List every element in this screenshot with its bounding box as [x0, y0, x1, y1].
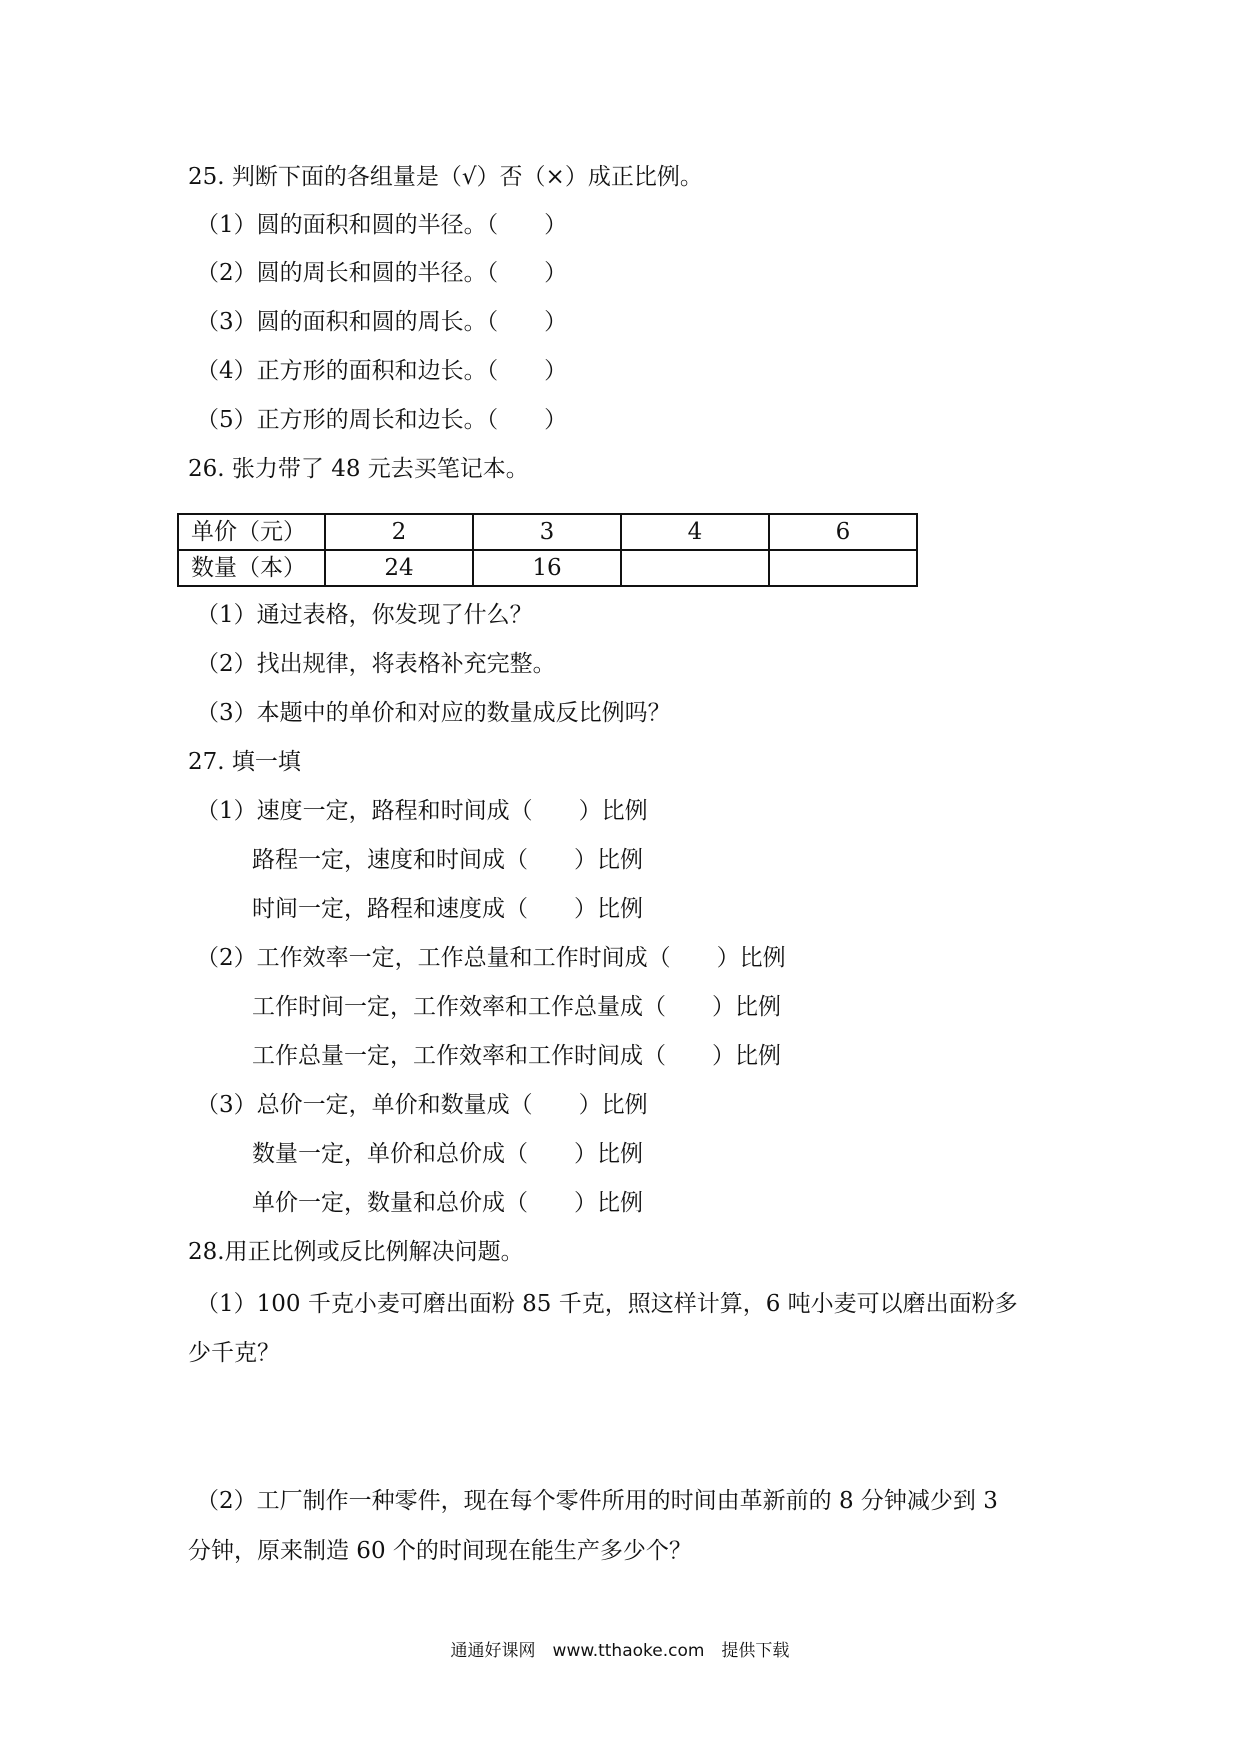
table-cell: 单价（元） [178, 514, 325, 550]
table-cell: 数量（本） [178, 550, 325, 586]
question-26-title: 26. 张力带了 48 元去买笔记本。 [188, 456, 529, 482]
table-row [178, 514, 917, 550]
question-28-part-2-line-1: （2）工厂制作一种零件，现在每个零件所用的时间由革新前的 8 分钟减少到 3 [196, 1488, 998, 1514]
question-25-item-5: （5）正方形的周长和边长。（ ） [196, 407, 568, 433]
question-25-title: 25. 判断下面的各组量是（√）否（×）成正比例。 [188, 164, 703, 190]
blank-table-cell[interactable] [621, 550, 769, 586]
question-27-line-5: 工作时间一定，工作效率和工作总量成（ ）比例 [252, 994, 781, 1020]
question-28-part-1-line-1: （1）100 千克小麦可磨出面粉 85 千克，照这样计算，6 吨小麦可以磨出面粉多 [196, 1291, 1018, 1317]
question-27-line-9: 单价一定，数量和总价成（ ）比例 [252, 1190, 643, 1216]
question-27-line-8: 数量一定，单价和总价成（ ）比例 [252, 1141, 643, 1167]
question-27-line-6: 工作总量一定，工作效率和工作时间成（ ）比例 [252, 1043, 781, 1069]
table-cell: 3 [473, 514, 621, 550]
question-25-item-4: （4）正方形的面积和边长。（ ） [196, 358, 568, 384]
table-cell: 4 [621, 514, 769, 550]
question-26-item-2: （2）找出规律，将表格补充完整。 [196, 651, 556, 677]
question-28-title: 28.用正比例或反比例解决问题。 [188, 1239, 524, 1265]
question-26-item-1: （1）通过表格，你发现了什么？ [196, 602, 533, 628]
price-quantity-table [177, 513, 918, 587]
question-25-item-2: （2）圆的周长和圆的半径。（ ） [196, 260, 568, 286]
blank-table-cell[interactable] [769, 550, 917, 586]
question-27-line-3: 时间一定，路程和速度成（ ）比例 [252, 896, 643, 922]
footer-credit: 通通好课网 www.tthaoke.com 提供下载 [450, 1641, 790, 1661]
question-27-line-4: （2）工作效率一定，工作总量和工作时间成（ ）比例 [196, 945, 786, 971]
question-28-part-1-line-2: 少千克？ [188, 1340, 280, 1366]
table-cell: 2 [325, 514, 473, 550]
table-cell: 6 [769, 514, 917, 550]
question-27-line-1: （1）速度一定，路程和时间成（ ）比例 [196, 798, 648, 824]
question-28-part-2-line-2: 分钟，原来制造 60 个的时间现在能生产多少个？ [188, 1538, 692, 1564]
table-cell: 16 [473, 550, 621, 586]
question-25-item-1: （1）圆的面积和圆的半径。（ ） [196, 212, 568, 238]
question-25-item-3: （3）圆的面积和圆的周长。（ ） [196, 309, 568, 335]
table-row [178, 550, 917, 586]
question-27-title: 27. 填一填 [188, 749, 301, 775]
question-27-line-7: （3）总价一定，单价和数量成（ ）比例 [196, 1092, 648, 1118]
question-27-line-2: 路程一定，速度和时间成（ ）比例 [252, 847, 643, 873]
question-26-item-3: （3）本题中的单价和对应的数量成反比例吗？ [196, 700, 671, 726]
table-cell: 24 [325, 550, 473, 586]
